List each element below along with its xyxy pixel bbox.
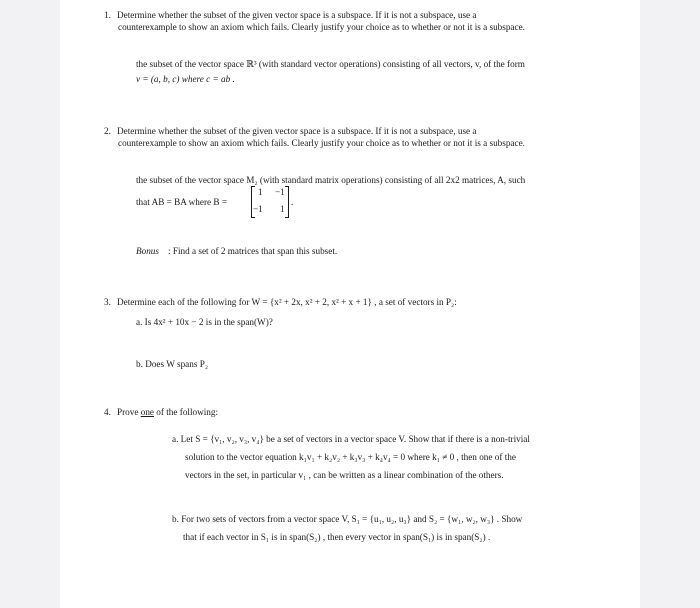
question-text-line: counterexample to show an axiom which fails. Clearly justify your choice as to whether or not it is a subspace. (118, 22, 525, 32)
question-part-a-line: solution to the vector equation k₁v₁ + k₂v₂ + k₃v₃ + k₄v₄ = 0 where k₁ ≠ 0 , then one of the (185, 452, 516, 462)
matrix-cell: −1 (275, 187, 285, 197)
question-part-a: a. Is 4x² + 10x − 2 is in the span(W)? (136, 317, 273, 327)
question-text-line: Determine whether the subset of the given vector space is a subspace. If it is not a subspace, use a (117, 126, 477, 136)
question-part-a-line: a. Let S = {v₁, v₂, v₃, v₄} be a set of vectors in a vector space V. Show that if there is a non-trivial (172, 434, 530, 444)
question-number: 2. (104, 126, 111, 136)
question-number: 4. (104, 407, 111, 417)
intro-post: of the following: (154, 407, 219, 417)
matrix-cell: 1 (258, 187, 263, 197)
bonus-label: Bonus (136, 246, 159, 256)
question-part-b: b. Does W spans P₂ (136, 359, 209, 369)
question-text-line: Determine each of the following for W = {x² + 2x, x² + 2, x² + x + 1} , a set of vectors in P₂: (117, 297, 457, 307)
question-detail-line: the subset of the vector space M₂ (with standard matrix operations) consisting of all 2x2 matrices, A, such (136, 175, 526, 185)
question-text-line: counterexample to show an axiom which fails. Clearly justify your choice as to whether or not it is a subspace. (118, 138, 525, 148)
question-number: 3. (104, 297, 111, 307)
matrix-right-bracket (285, 186, 289, 218)
question-part-a-line: vectors in the set, in particular v₁ , can be written as a linear combination of the others. (185, 470, 504, 480)
intro-pre: Prove (117, 407, 141, 417)
question-text-line (117, 406, 218, 418)
question-text-line: Determine whether the subset of the given vector space is a subspace. If it is not a subspace, use a (117, 10, 477, 20)
question-part-b-line: b. For two sets of vectors from a vector space V, S₁ = {u₁, u₂, u₃} and S₂ = {w₁, w₂, w₃} . Show (172, 514, 523, 524)
matrix-cell: −1 (253, 204, 263, 214)
matrix-cell: 1 (280, 204, 285, 214)
question-detail-line: the subset of the vector space ℝ³ (with standard vector operations) consisting of all vectors, v, of the form (136, 59, 525, 69)
intro-underlined: one (140, 407, 154, 417)
question-part-b-line: that if each vector in S₁ is in span(S₂) , then every vector in span(S₁) is in span(S₂) . (183, 532, 491, 542)
question-detail-line: v = (a, b, c) where c = ab . (136, 74, 235, 84)
matrix-period: . (291, 197, 294, 207)
document-page (60, 0, 640, 608)
question-detail-line: that AB = BA where B = (136, 197, 228, 207)
bonus-text: : Find a set of 2 matrices that span this subset. (168, 246, 338, 256)
question-number: 1. (104, 10, 111, 20)
